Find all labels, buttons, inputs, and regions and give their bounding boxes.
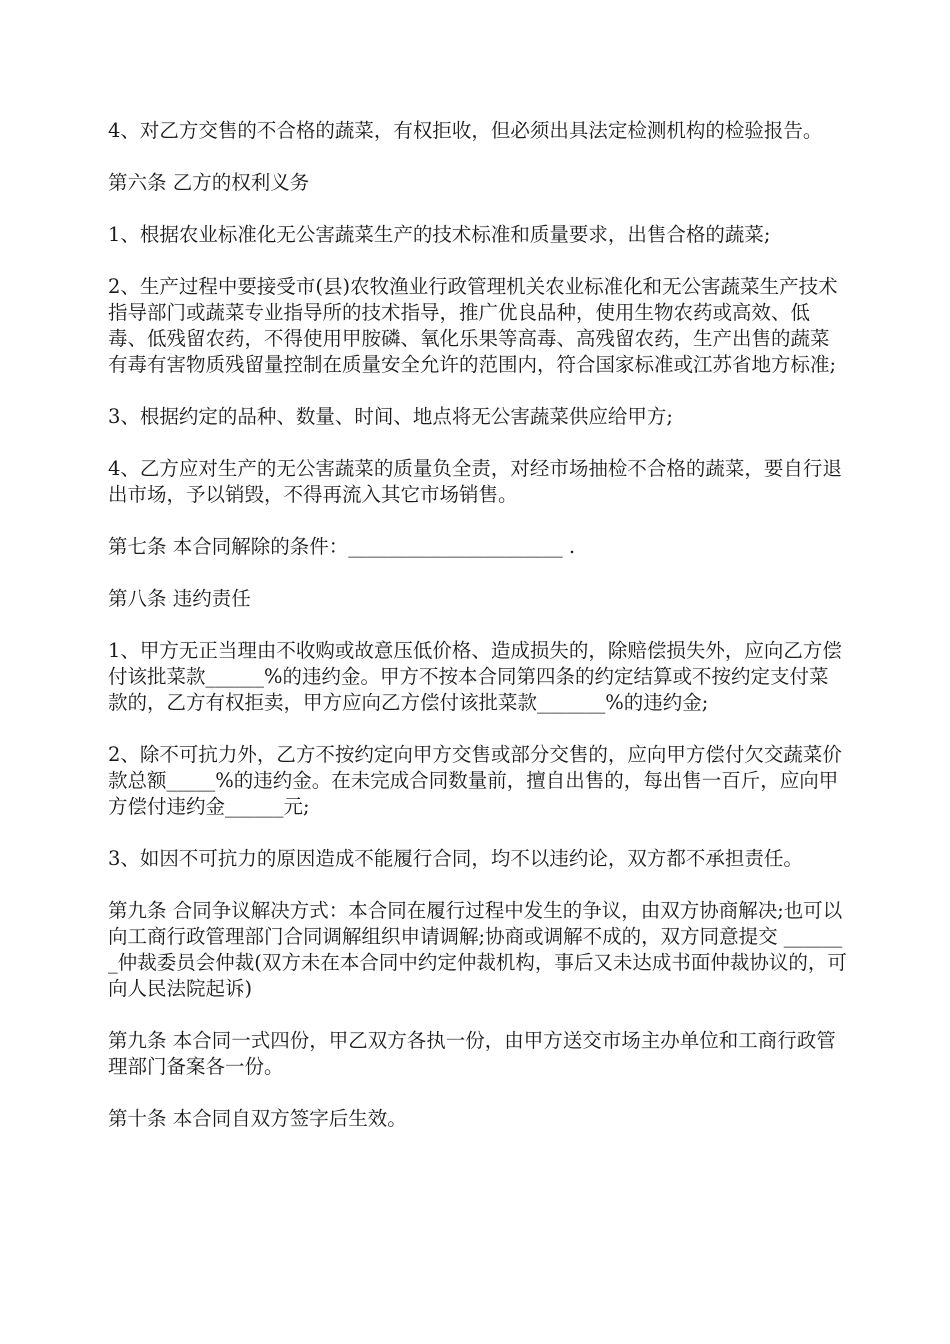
article-8-heading: 第八条 违约责任 (108, 587, 251, 610)
document-page (108, 118, 848, 1132)
article-9-copies: 第九条 本合同一式四份，甲乙双方各执一份，由甲方送交市场主办单位和工商行政管理部门备案各一份。 (108, 1029, 836, 1078)
article-8-item-1: 1、甲方无正当理由不收购或故意压低价格、造成损失的，除赔偿损失外，应向乙方偿付该批菜款______%的违约金。甲方不按本合同第四条的约定结算或不按约定支付菜款的，乙方有权拒卖，甲方应向乙方偿付该批菜款_______%的违约金; (108, 639, 842, 714)
article-6-item-2: 2、生产过程中要接受市(县)农牧渔业行政管理机关农业标准化和无公害蔬菜生产技术指导部门或蔬菜专业指导所的技术指导，推广优良品种，使用生物农药或高效、低毒、低残留农药，不得使用甲胺磷、氧化乐果等高毒、高残留农药，生产出售的蔬菜有毒有害物质残留量控制在质量安全允许的范围内，符合国家标准或江苏省地方标准; (108, 275, 838, 376)
article-7-termination: 第七条 本合同解除的条件：______________________ . (108, 535, 576, 558)
clause-5-item-4: 4、对乙方交售的不合格的蔬菜，有权拒收，但必须出具法定检测机构的检验报告。 (108, 119, 823, 142)
article-6-item-4: 4、乙方应对生产的无公害蔬菜的质量负全责，对经市场抽检不合格的蔬菜，要自行退出市场，予以销毁，不得再流入其它市场销售。 (108, 457, 842, 506)
article-8-item-2: 2、除不可抗力外，乙方不按约定向甲方交售或部分交售的，应向甲方偿付欠交蔬菜价款总额_____%的违约金。在未完成合同数量前，擅自出售的，每出售一百斤，应向甲方偿付违约金______元; (108, 743, 842, 818)
article-8-item-3: 3、如因不可抗力的原因造成不能履行合同，均不以违约论，双方都不承担责任。 (108, 847, 803, 870)
article-6-item-1: 1、根据农业标准化无公害蔬菜生产的技术标准和质量要求，出售合格的蔬菜; (108, 223, 771, 246)
article-9-dispute: 第九条 合同争议解决方式：本合同在履行过程中发生的争议，由双方协商解决;也可以向工商行政管理部门合同调解组织申请调解;协商或调解不成的，双方同意提交 _______仲裁委员会仲裁(双方未在本合同中约定仲裁机构，事后又未达成书面仲裁协议的，可向人民法院起诉) (108, 899, 847, 1000)
article-10-effective: 第十条 本合同自双方签字后生效。 (108, 1107, 407, 1130)
article-6-heading: 第六条 乙方的权利义务 (108, 171, 310, 194)
article-6-item-3: 3、根据约定的品种、数量、时间、地点将无公害蔬菜供应给甲方; (108, 405, 673, 428)
